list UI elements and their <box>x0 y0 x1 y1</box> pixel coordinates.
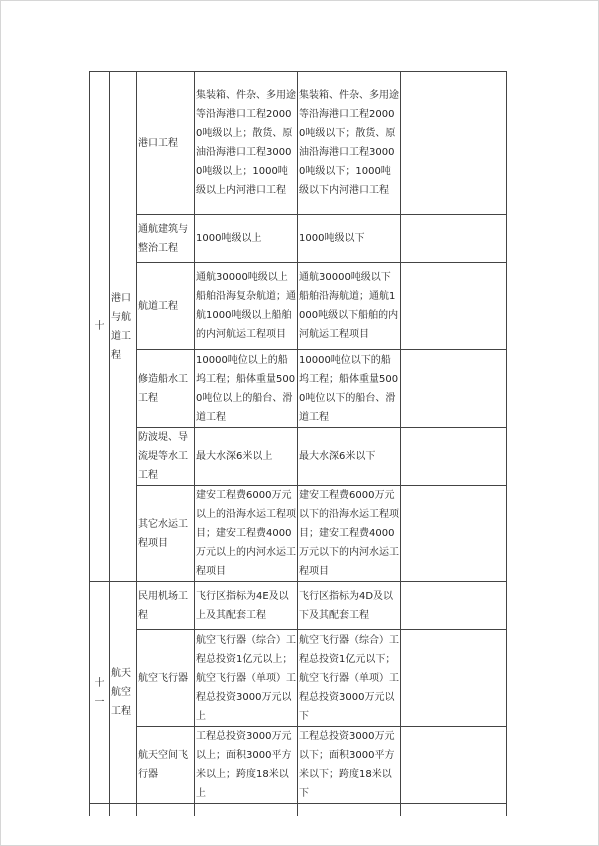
row-large-scale: 通航30000吨级以上船舶沿海复杂航道；通航1000吨级以上船舶的内河航运工程项目 <box>195 263 298 350</box>
section-name: 港口与航道工程 <box>110 72 137 582</box>
row-medium-scale: 10000吨位以下的船坞工程；船体重量5000吨位以下的船台、滑道工程 <box>298 350 401 428</box>
table-row <box>90 215 507 263</box>
row-medium-scale: 通航30000吨级以下船舶沿海航道；通航1000吨级以下船舶的内河航运工程项目 <box>298 263 401 350</box>
row-remark <box>401 582 507 630</box>
row-item: 航天空间飞行器 <box>137 727 195 804</box>
row-medium-scale: 工程总投资3000万元以下；面积3000平方米以下；跨度18米以下 <box>298 727 401 804</box>
row-item: 其它水运工程项目 <box>137 486 195 582</box>
table-row-continuation <box>90 804 507 817</box>
row-large-scale: 1000吨级以上 <box>195 215 298 263</box>
section-number: 十 <box>90 72 110 582</box>
row-large-scale: 集装箱、件杂、多用途等沿海港口工程20000吨级以上；散货、原油沿海港口工程30000吨级以上；1000吨级以上内河港口工程 <box>195 72 298 215</box>
row-medium-scale: 航空飞行器（综合）工程总投资1亿元以下；航空飞行器（单项）工程总投资3000万元以下 <box>298 630 401 727</box>
row-large-scale: 航空飞行器（综合）工程总投资1亿元以上；航空飞行器（单项）工程总投资3000万元以上 <box>195 630 298 727</box>
row-large-scale: 最大水深6米以上 <box>195 428 298 486</box>
row-large-scale: 飞行区指标为4E及以上及其配套工程 <box>195 582 298 630</box>
row-remark <box>401 263 507 350</box>
table-row <box>90 727 507 804</box>
engineering-scale-table <box>89 71 507 816</box>
row-item: 修造船水工工程 <box>137 350 195 428</box>
section-name: 航天航空工程 <box>110 582 137 804</box>
row-large-scale: 建安工程费6000万元以上的沿海水运工程项目；建安工程费4000万元以上的内河水运工程项目 <box>195 486 298 582</box>
row-remark <box>401 630 507 727</box>
row-remark <box>401 727 507 804</box>
table-row <box>90 428 507 486</box>
row-remark <box>401 215 507 263</box>
table-row <box>90 72 507 215</box>
row-item: 民用机场工程 <box>137 582 195 630</box>
row-medium-scale: 集装箱、件杂、多用途等沿海港口工程20000吨级以下；散货、原油沿海港口工程30000吨级以下；1000吨级以下内河港口工程 <box>298 72 401 215</box>
table-row <box>90 486 507 582</box>
row-remark <box>401 428 507 486</box>
table-row <box>90 582 507 630</box>
row-large-scale: 10000吨位以上的船坞工程；船体重量5000吨位以上的船台、滑道工程 <box>195 350 298 428</box>
row-medium-scale: 飞行区指标为4D及以下及其配套工程 <box>298 582 401 630</box>
row-item: 通航建筑与整治工程 <box>137 215 195 263</box>
row-item: 航道工程 <box>137 263 195 350</box>
row-item: 航空飞行器 <box>137 630 195 727</box>
row-remark <box>401 350 507 428</box>
row-item: 防波堤、导流堤等水工工程 <box>137 428 195 486</box>
table-row <box>90 350 507 428</box>
row-medium-scale: 1000吨级以下 <box>298 215 401 263</box>
row-remark <box>401 486 507 582</box>
table-row <box>90 630 507 727</box>
section-number: 十一 <box>90 582 110 804</box>
row-item: 港口工程 <box>137 72 195 215</box>
table-row <box>90 263 507 350</box>
row-medium-scale: 建安工程费6000万元以下的沿海水运工程项目；建安工程费4000万元以下的内河水运工程项目 <box>298 486 401 582</box>
row-large-scale: 工程总投资3000万元以上；面积3000平方米以上；跨度18米以上 <box>195 727 298 804</box>
row-medium-scale: 最大水深6米以下 <box>298 428 401 486</box>
row-remark <box>401 72 507 215</box>
